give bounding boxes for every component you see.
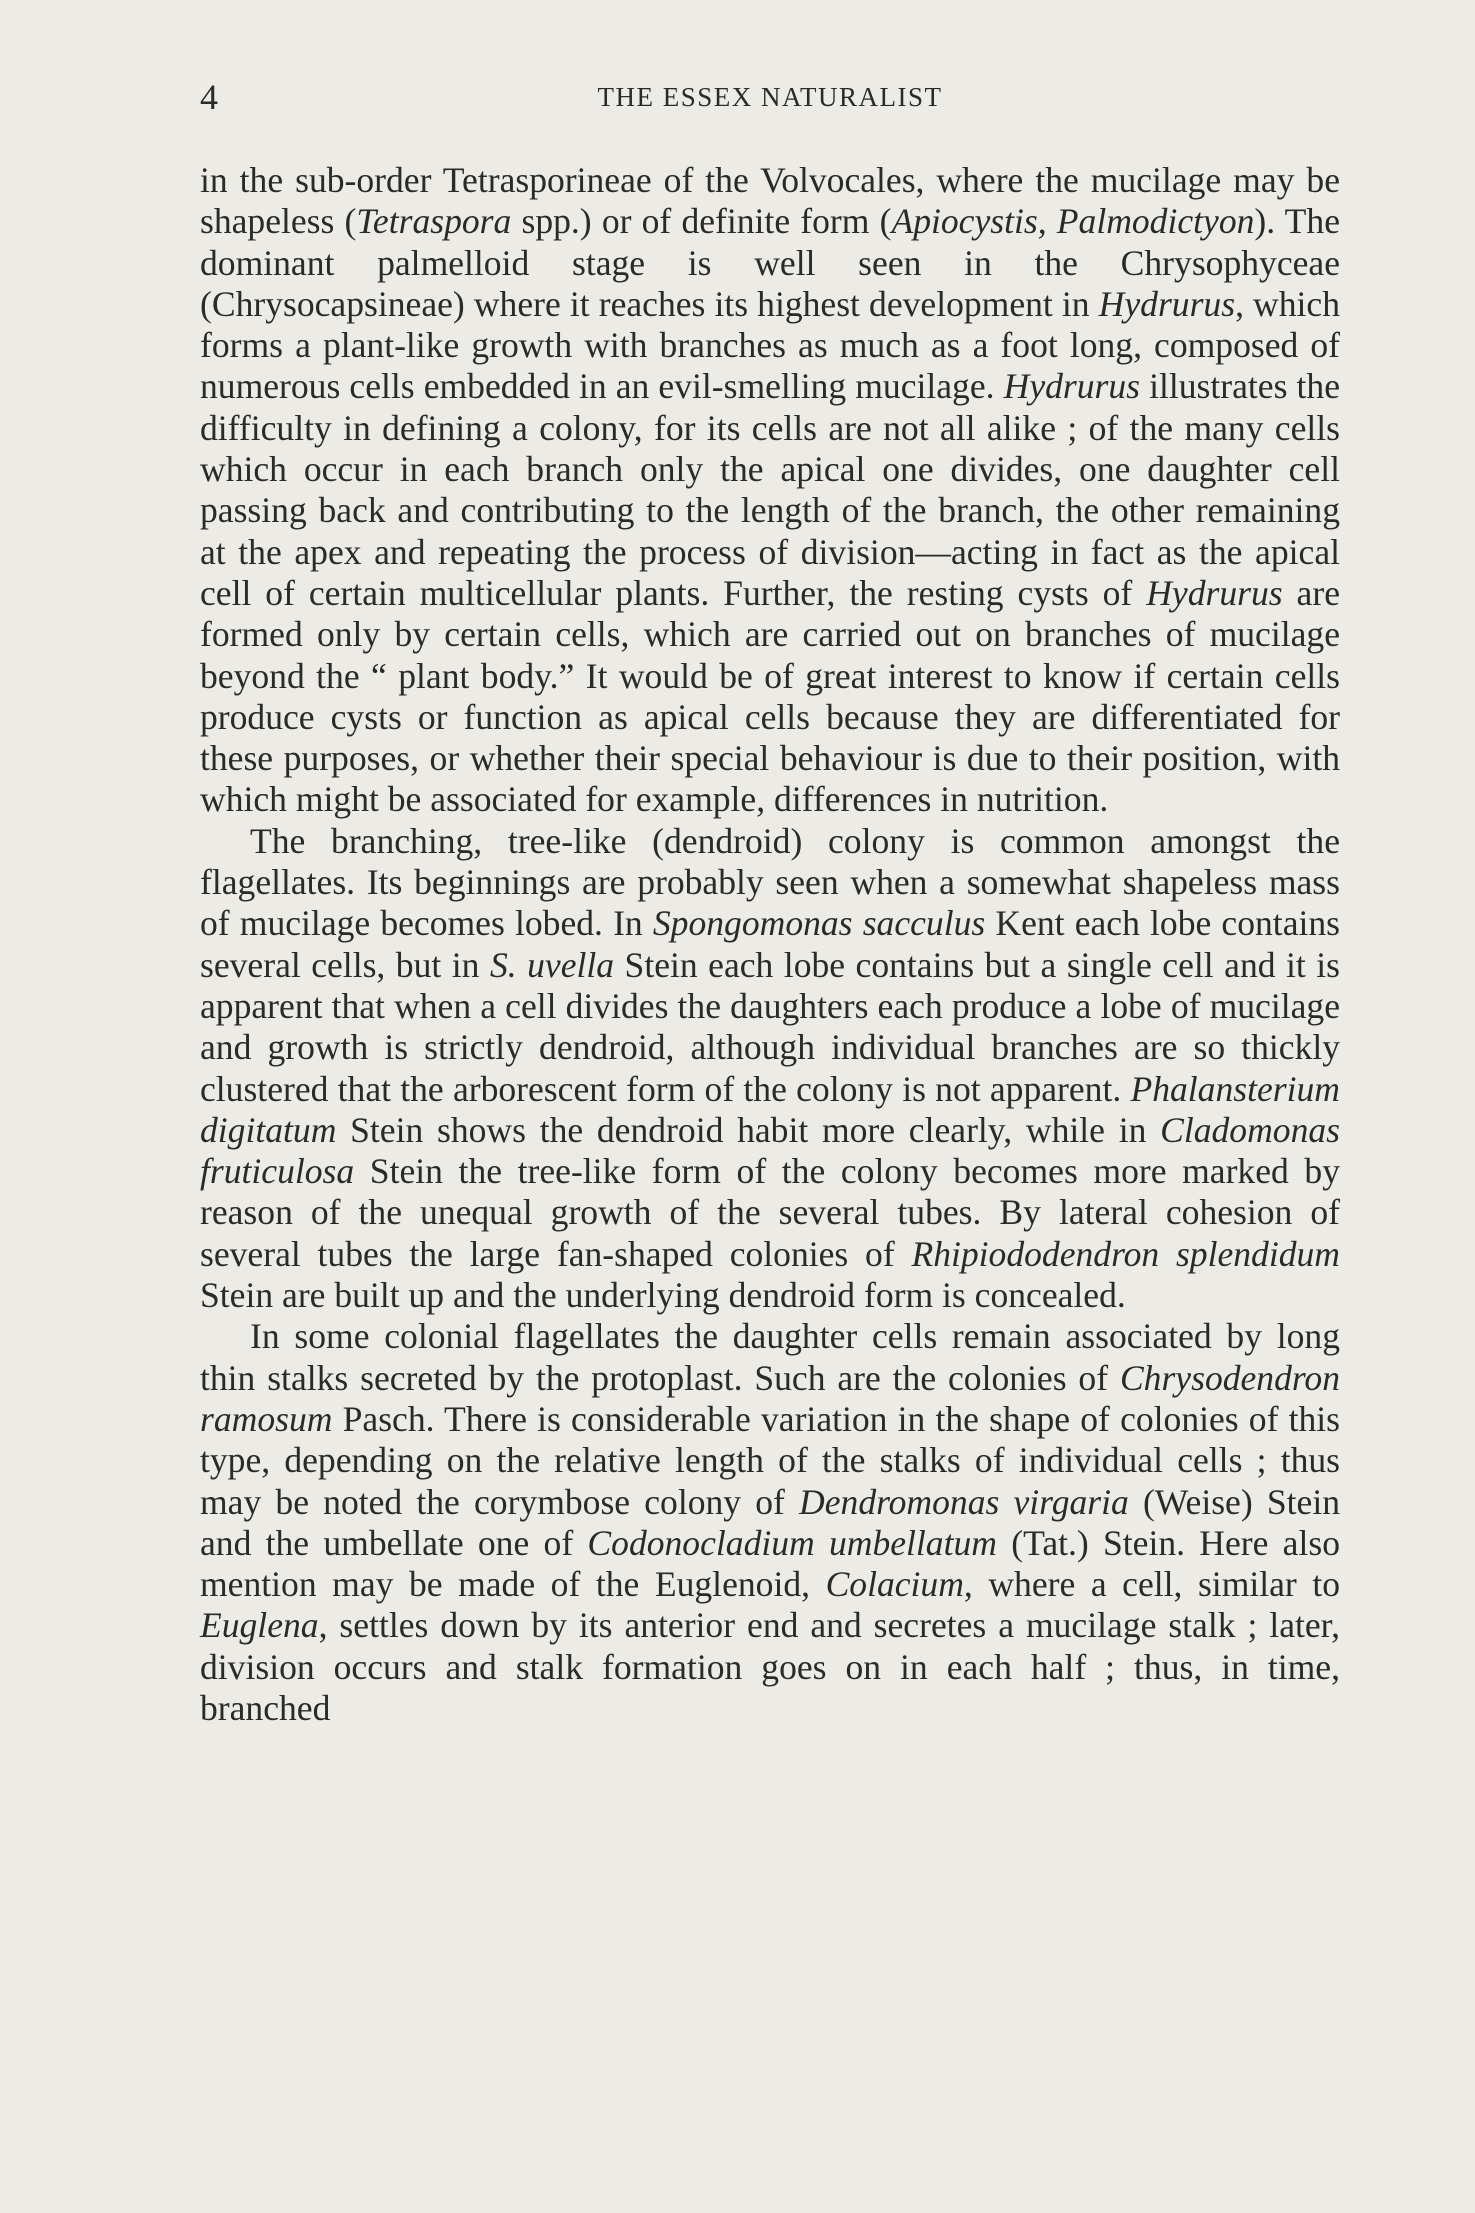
text-run: (Tat.) Stein. Here also mention may be made of the Euglenoid, xyxy=(200,1522,1340,1605)
running-title: THE ESSEX NATURALIST xyxy=(597,82,943,112)
species-name: Hydrurus xyxy=(1003,366,1141,407)
paragraph xyxy=(200,160,1340,821)
species-name: Hydrurus xyxy=(1098,283,1236,324)
body-text xyxy=(200,160,1340,1729)
text-run: Stein the tree-like form of the colony becomes more marked by reason of the unequal growth of the several tubes. By lateral cohesion of several tubes the large fan-shaped colonies of xyxy=(200,1151,1340,1274)
text-run: Stein each lobe contains but a single cell and it is apparent that when a cell divides the daughters each produce a lobe of mucilage and growth is strictly dendroid, although individual branches are so thickly clustered that the arborescent form of the colony is not apparent. xyxy=(200,944,1340,1109)
page-header xyxy=(200,72,1340,122)
text-run: Stein shows the dendroid habit more clearly, while in xyxy=(336,1109,1161,1150)
text-run: Kent each lobe contains several cells, but in xyxy=(200,903,1340,985)
text-run: , settles down by its anterior end and secretes a mucilage stalk ; later, division occurs and stalk formation goes on in each half ; thus, in time, branched xyxy=(200,1605,1340,1728)
text-run: ). The dominant palmelloid stage is well seen in the Chrysophyceae (Chrysocapsineae) where it reaches its highest development in xyxy=(200,201,1340,324)
text-run: Pasch. There is considerable variation in the shape of colonies of this type, depending on the relative length of the stalks of individual cells ; thus may be noted the corymbose colony of xyxy=(200,1398,1340,1522)
text-run: In some colonial flagellates the daughter cells remain associated by long thin stalks secreted by the protoplast. Such are the colonies of xyxy=(200,1316,1340,1398)
paragraph xyxy=(200,1316,1340,1729)
species-name: Rhipiododendron splendidum xyxy=(911,1233,1340,1274)
species-name: Euglena xyxy=(200,1605,319,1646)
species-name: Phalansterium digitatum xyxy=(200,1068,1340,1150)
text-run: are formed only by certain cells, which are carried out on branches of mucilage beyond the “ plant body.” It would be of great interest to know if certain cells produce cysts or function as apical cells because they are differentiated for these purposes, or whether their special behaviour is due to their position, with which might be associated for example, differences in nutrition. xyxy=(200,572,1340,820)
text-run: The branching, tree-like (dendroid) colony is common amongst the flagellates. Its beginnings are probably seen when a somewhat shapeless mass of mucilage becomes lobed. In xyxy=(200,820,1340,944)
text-run: in the sub-order Tetrasporineae of the Volvocales, where the mucilage may be shapeless ( xyxy=(200,160,1340,242)
page-number: 4 xyxy=(200,77,218,117)
text-run: , where a cell, similar to xyxy=(963,1564,1340,1605)
text-run: , which forms a plant-like growth with branches as much as a foot long, composed of numerous cells embedded in an evil-smelling mucilage. xyxy=(200,283,1340,407)
text-run: Stein are built up and the underlying dendroid form is concealed. xyxy=(200,1275,1126,1316)
text-run: illustrates the difficulty in defining a colony, for its cells are not all alike ; of the many cells which occur in each branch only the apical one divides, one daughter cell passing back and contributing to the length of the branch, the other remaining at the apex and repeating the process of division—acting in fact as the apical cell of certain multicellular plants. Further, the resting cysts of xyxy=(200,366,1340,613)
species-name: Dendromonas virgaria xyxy=(799,1481,1129,1522)
species-name: Tetraspora xyxy=(356,201,512,242)
species-name: Apiocystis, Palmodictyon xyxy=(891,201,1255,242)
text-run: spp.) or of definite form ( xyxy=(511,201,892,242)
species-name: Cladomonas fruticulosa xyxy=(200,1109,1340,1192)
paragraph xyxy=(200,821,1340,1317)
species-name: Spongomonas sacculus xyxy=(652,903,986,944)
text-run: (Weise) Stein and the umbellate one of xyxy=(200,1481,1340,1563)
species-name: Codonocladium umbellatum xyxy=(587,1522,997,1563)
species-name: Colacium xyxy=(825,1564,964,1605)
species-name: Hydrurus xyxy=(1146,572,1283,613)
species-name: Chrysodendron ramosum xyxy=(200,1357,1340,1439)
species-name: S. uvella xyxy=(489,944,615,985)
